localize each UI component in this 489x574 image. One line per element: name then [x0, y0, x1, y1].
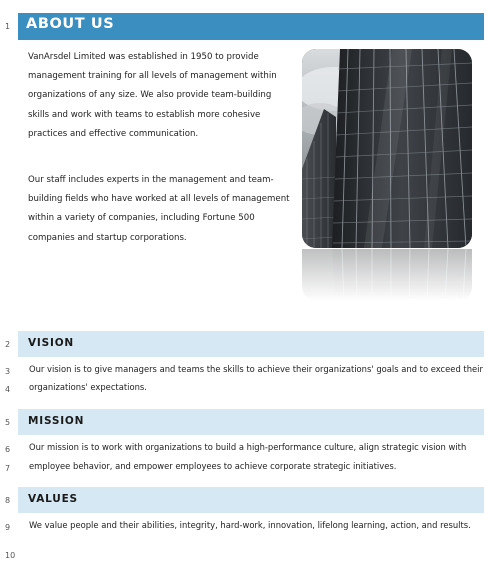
skyscraper-photo[interactable] [302, 49, 472, 301]
vision-heading-bar [18, 331, 484, 357]
line-number: 9 [5, 523, 11, 532]
values-text-line-1[interactable]: We value people and their abilities, integrity, hard-work, innovation, lifelong learning, action, and results. [29, 520, 471, 530]
line-number: 10 [5, 551, 16, 560]
line-number: 5 [5, 418, 11, 427]
line-number: 3 [5, 367, 11, 376]
vision-heading[interactable]: VISION [28, 337, 75, 349]
values-heading-bar [18, 487, 484, 513]
line-number: 2 [5, 340, 11, 349]
vision-text-line-1[interactable]: Our vision is to give managers and teams the skills to achieve their organizations' goals and to exceed their [29, 364, 483, 374]
vision-text-line-2[interactable]: organizations' expectations. [29, 382, 147, 392]
title-bar [18, 13, 484, 40]
intro-paragraph-1[interactable]: VanArsdel Limited was established in 1950 to provide management training for all levels of management within organizations of any size. We also provide team-building skills and work with teams to establish more cohesive practices and effective communication. [28, 52, 277, 139]
page-title[interactable]: ABOUT US [26, 16, 115, 32]
mission-text-line-1[interactable]: Our mission is to work with organizations to build a high-performance culture, align strategic vision with [29, 442, 467, 452]
line-number: 8 [5, 496, 11, 505]
line-number: 1 [5, 22, 11, 31]
mission-heading[interactable]: MISSION [28, 415, 85, 427]
line-number: 6 [5, 445, 11, 454]
intro-paragraph-2[interactable]: Our staff includes experts in the management and team-building fields who have worked at all levels of management within a variety of companies, including Fortune 500 companies and startup corporations. [28, 175, 290, 243]
line-number: 7 [5, 464, 11, 473]
mission-text-line-2[interactable]: employee behavior, and empower employees to achieve corporate strategic initiatives. [29, 461, 397, 471]
skyscraper-photo-icon [302, 49, 472, 248]
mission-heading-bar [18, 409, 484, 435]
values-heading[interactable]: VALUES [28, 493, 78, 505]
photo-reflection [302, 249, 472, 301]
line-number: 4 [5, 385, 11, 394]
